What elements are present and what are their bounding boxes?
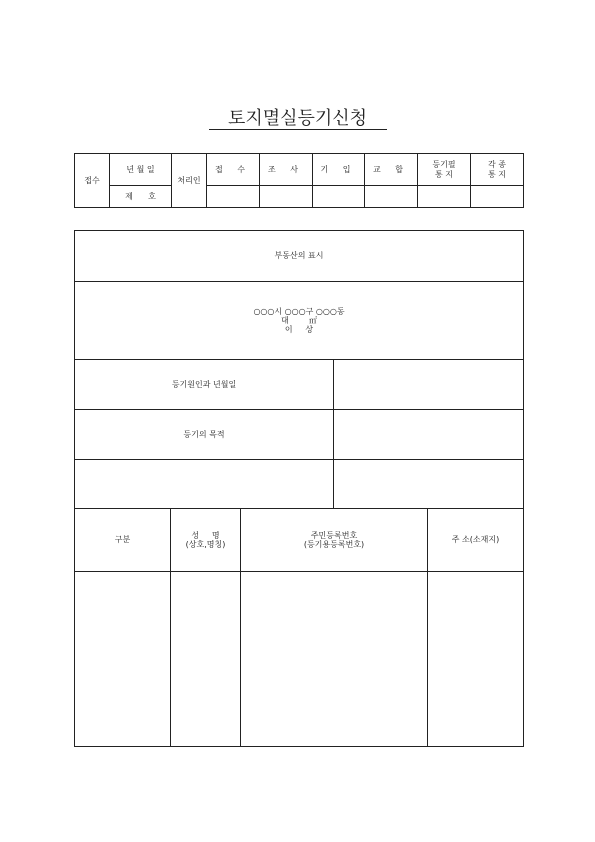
property-header: 부동산의 표시 <box>75 231 524 282</box>
notice-line-1: 등기필 <box>432 160 456 170</box>
col-verify: 교 합 <box>365 154 418 186</box>
notice-line-2: 통 지 <box>435 169 453 179</box>
col-id-number <box>241 509 428 572</box>
id-line-2: (등기용등록번호) <box>303 540 365 549</box>
completion-notice-cell[interactable] <box>418 186 471 208</box>
name-line-2: (상호,명칭) <box>185 540 226 549</box>
entry-cell[interactable] <box>313 186 365 208</box>
id-line-1: 주민등록번호 <box>310 530 358 540</box>
property-remark: 이 상 <box>284 325 314 335</box>
category-cell[interactable] <box>75 572 171 747</box>
property-description <box>75 282 524 360</box>
name-line-1: 성 명 <box>191 530 220 540</box>
receipt-label: 접수 <box>75 154 110 208</box>
verify-cell[interactable] <box>365 186 418 208</box>
address-cell[interactable] <box>428 572 524 747</box>
extra-label[interactable] <box>75 460 334 509</box>
processor-label: 처리인 <box>172 154 207 208</box>
name-cell[interactable] <box>171 572 241 747</box>
each-line-2: 통 지 <box>488 169 506 179</box>
number-label: 제 호 <box>110 186 172 208</box>
extra-value[interactable] <box>334 460 524 509</box>
col-address: 주 소(소재지) <box>428 509 524 572</box>
id-number-cell[interactable] <box>241 572 428 747</box>
purpose-value[interactable] <box>334 410 524 460</box>
col-category: 구분 <box>75 509 171 572</box>
purpose-label: 등기의 목적 <box>75 410 334 460</box>
col-receive: 접 수 <box>207 154 260 186</box>
property-land-type: 대 ㎡ <box>280 315 318 325</box>
document-title: 토지멸실등기신청 <box>227 108 368 129</box>
col-entry: 기 입 <box>313 154 365 186</box>
each-notice-cell[interactable] <box>471 186 524 208</box>
each-line-1: 각 종 <box>488 160 506 170</box>
date-label: 년 월 일 <box>110 154 172 186</box>
col-name <box>171 509 241 572</box>
property-address: ○○○시 ○○○구 ○○○동 <box>253 306 345 316</box>
inspect-cell[interactable] <box>260 186 313 208</box>
col-inspect: 조 사 <box>260 154 313 186</box>
cause-date-value[interactable] <box>334 360 524 410</box>
col-completion-notice <box>418 154 471 186</box>
receive-cell[interactable] <box>207 186 260 208</box>
applicant-table <box>74 508 524 747</box>
receipt-table <box>74 153 524 208</box>
cause-date-label: 등기원인과 년월일 <box>75 360 334 410</box>
property-table <box>74 230 524 509</box>
col-each-notice <box>471 154 524 186</box>
title-underline <box>209 129 387 130</box>
